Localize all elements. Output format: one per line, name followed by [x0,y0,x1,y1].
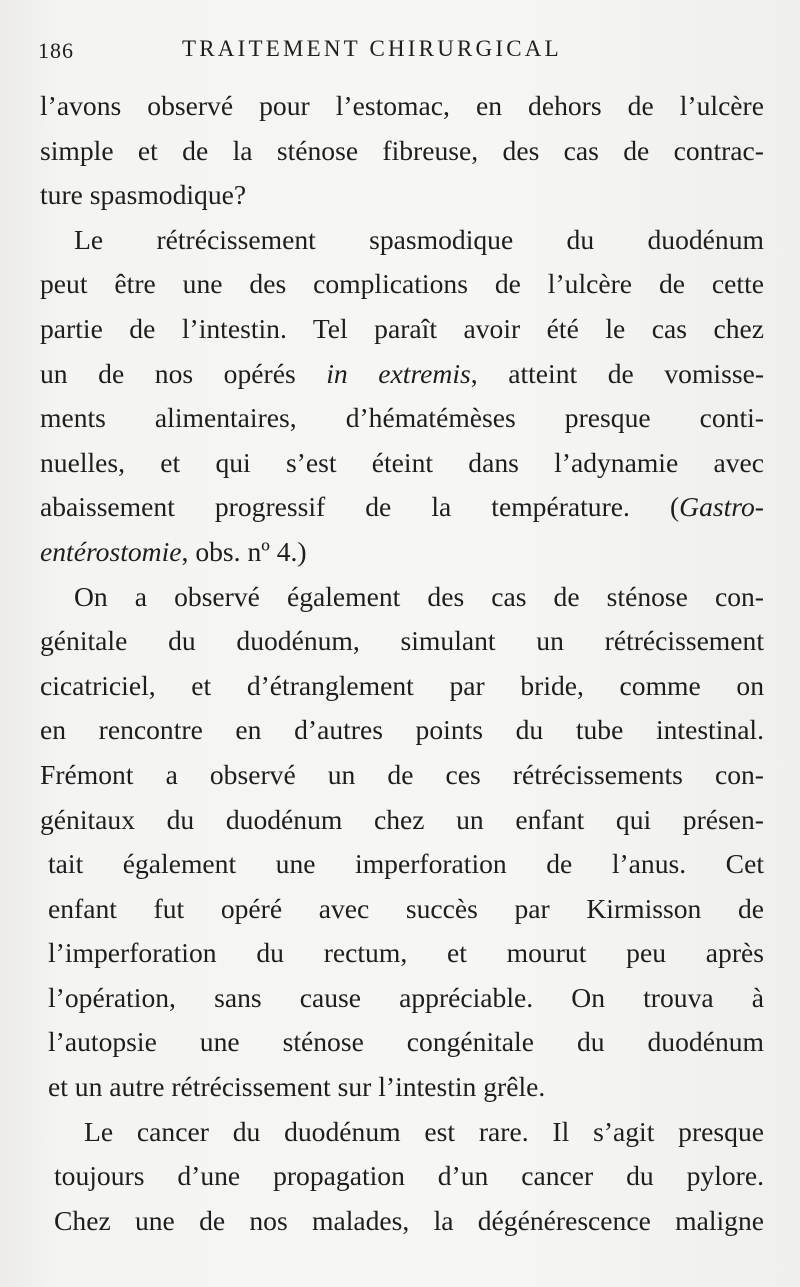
text-run: , atteint de vomisse- [470,357,765,389]
text-line: l’opération, sans cause appréciable. On trouva à [48,981,764,1013]
paragraph-start-line: Le cancer du duodénum est rare. Il s’agit presque [84,1115,764,1147]
paragraph-start-line: Le rétrécissement spasmodique du duodénum [74,223,764,255]
text-line: simple et de la sténose fibreuse, des cas de contrac- [40,134,764,166]
text-line: génitale du duodénum, simulant un rétrécissement [40,625,764,657]
page-number: 186 [38,38,74,63]
text-run: abaissement progressif de la température. ( [40,491,680,523]
text-line: l’autopsie une sténose congénitale du duodénum [48,1026,764,1058]
body-text [40,84,764,1243]
running-title: TRAITEMENT CHIRURGICAL [182,36,562,61]
text-line: peut être une des complications de l’ulcère de cette [40,268,764,300]
text-line: enfant fut opéré avec succès par Kirmisson de [48,892,764,924]
paragraph-start-line: On a observé également des cas de sténose con- [74,580,764,612]
text-line [40,530,764,575]
text-line: Chez une de nos malades, la dégénérescence maligne [54,1204,764,1236]
text-line: cicatriciel, et d’étranglement par bride, comme on [40,669,764,701]
text-line: Frémont a observé un de ces rétrécissements con- [40,758,764,790]
text-run: , obs. nº 4.) [181,535,307,567]
text-run: un de nos opérés [40,357,327,389]
text-line: ments alimentaires, d’hématémèses presque conti- [40,402,764,434]
text-line [40,485,764,530]
text-line: toujours d’une propagation d’un cancer du pylore. [54,1160,764,1192]
text-line: partie de l’intestin. Tel paraît avoir été le cas chez [40,312,764,344]
text-line [40,352,764,397]
text-line: génitaux du duodénum chez un enfant qui présen- [40,803,764,835]
text-line: l’imperforation du rectum, et mourut peu après [48,937,764,969]
text-line: ture spasmodique? [40,179,247,211]
text-line: en rencontre en d’autres points du tube intestinal. [40,714,764,746]
text-line: tait également une imperforation de l’anus. Cet [48,848,764,880]
text-line: nuelles, et qui s’est éteint dans l’adynamie avec [40,446,764,478]
text-line: l’avons observé pour l’estomac, en dehors de l’ulcère [40,90,764,121]
text-line: et un autre rétrécissement sur l’intestin grêle. [48,1071,546,1103]
italic-phrase: in extremis [326,357,471,389]
running-head [38,36,758,72]
italic-phrase: Gastro- [679,491,764,523]
italic-phrase: entérostomie [40,535,182,567]
